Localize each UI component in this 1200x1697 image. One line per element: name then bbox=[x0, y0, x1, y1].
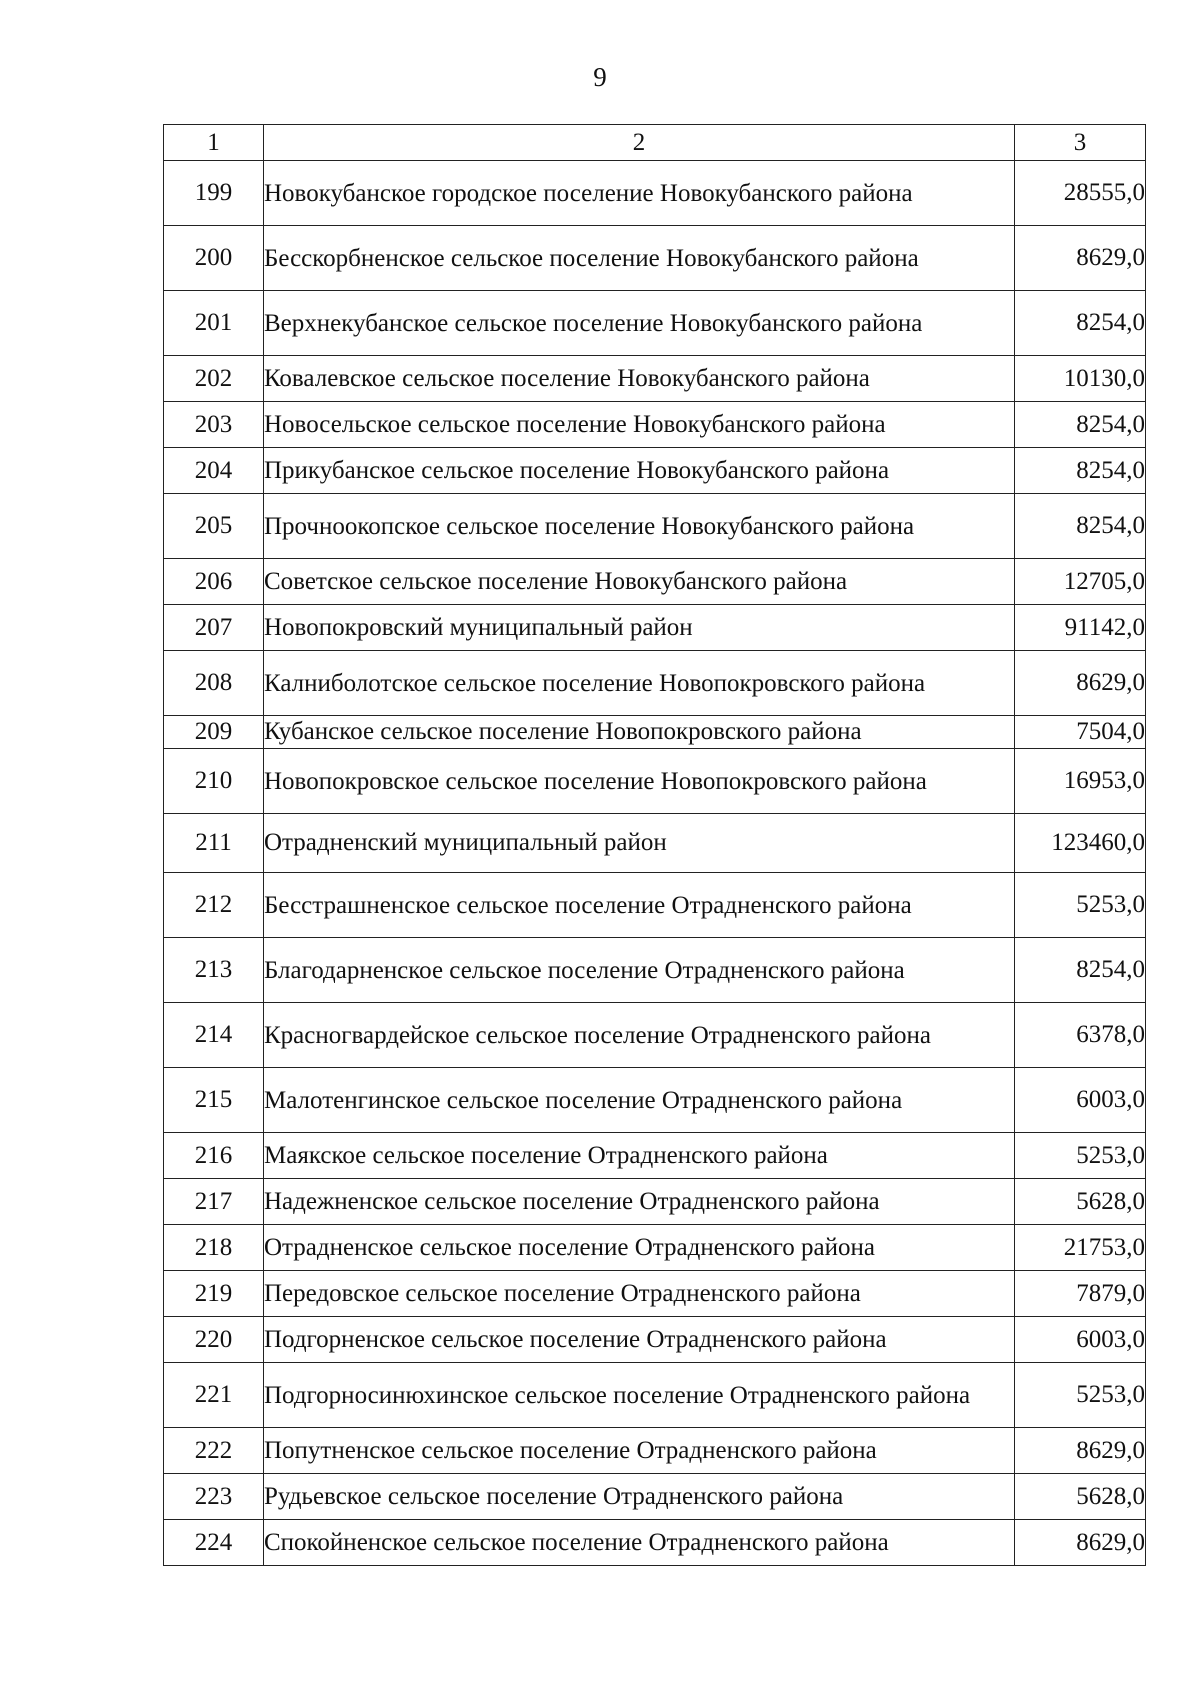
table-row bbox=[164, 1068, 1146, 1133]
row-number: 214 bbox=[164, 1003, 264, 1068]
table-row bbox=[164, 1474, 1146, 1520]
table-row bbox=[164, 161, 1146, 226]
row-number: 199 bbox=[164, 161, 264, 226]
row-number: 203 bbox=[164, 402, 264, 448]
settlement-name: Спокойненское сельское поселение Отрадненского района bbox=[264, 1520, 1015, 1566]
table-row bbox=[164, 448, 1146, 494]
row-value: 6378,0 bbox=[1015, 1003, 1146, 1068]
row-number: 212 bbox=[164, 873, 264, 938]
row-value: 91142,0 bbox=[1015, 605, 1146, 651]
settlement-name: Бесстрашненское сельское поселение Отрадненского района bbox=[264, 873, 1015, 938]
column-header-value: 3 bbox=[1015, 125, 1146, 161]
table-row bbox=[164, 938, 1146, 1003]
table-row bbox=[164, 1428, 1146, 1474]
settlement-name: Кубанское сельское поселение Новопокровского района bbox=[264, 716, 1015, 749]
row-value: 5628,0 bbox=[1015, 1474, 1146, 1520]
row-value: 8254,0 bbox=[1015, 291, 1146, 356]
row-number: 221 bbox=[164, 1363, 264, 1428]
row-value: 16953,0 bbox=[1015, 749, 1146, 814]
settlement-name: Калниболотское сельское поселение Новопокровского района bbox=[264, 651, 1015, 716]
row-value: 21753,0 bbox=[1015, 1225, 1146, 1271]
row-value: 5253,0 bbox=[1015, 873, 1146, 938]
row-number: 224 bbox=[164, 1520, 264, 1566]
table-row bbox=[164, 559, 1146, 605]
column-header-name: 2 bbox=[264, 125, 1015, 161]
settlement-name: Рудьевское сельское поселение Отрадненского района bbox=[264, 1474, 1015, 1520]
settlement-name: Попутненское сельское поселение Отрадненского района bbox=[264, 1428, 1015, 1474]
row-value: 8629,0 bbox=[1015, 651, 1146, 716]
column-header-number: 1 bbox=[164, 125, 264, 161]
row-number: 210 bbox=[164, 749, 264, 814]
settlement-name: Бесскорбненское сельское поселение Новокубанского района bbox=[264, 226, 1015, 291]
settlement-name: Подгорносинюхинское сельское поселение Отрадненского района bbox=[264, 1363, 1015, 1428]
row-number: 213 bbox=[164, 938, 264, 1003]
row-value: 5253,0 bbox=[1015, 1363, 1146, 1428]
settlement-name: Отрадненское сельское поселение Отрадненского района bbox=[264, 1225, 1015, 1271]
table-row bbox=[164, 1003, 1146, 1068]
table-row bbox=[164, 291, 1146, 356]
settlement-name: Советское сельское поселение Новокубанского района bbox=[264, 559, 1015, 605]
row-number: 204 bbox=[164, 448, 264, 494]
row-value: 28555,0 bbox=[1015, 161, 1146, 226]
settlement-name: Верхнекубанское сельское поселение Новокубанского района bbox=[264, 291, 1015, 356]
row-number: 223 bbox=[164, 1474, 264, 1520]
settlement-name: Новопокровский муниципальный район bbox=[264, 605, 1015, 651]
settlement-name: Передовское сельское поселение Отрадненского района bbox=[264, 1271, 1015, 1317]
row-number: 217 bbox=[164, 1179, 264, 1225]
row-value: 8254,0 bbox=[1015, 494, 1146, 559]
table-body bbox=[164, 161, 1146, 1566]
table-row bbox=[164, 1317, 1146, 1363]
table-row bbox=[164, 716, 1146, 749]
settlement-name: Ковалевское сельское поселение Новокубанского района bbox=[264, 356, 1015, 402]
row-value: 6003,0 bbox=[1015, 1068, 1146, 1133]
row-number: 216 bbox=[164, 1133, 264, 1179]
row-number: 201 bbox=[164, 291, 264, 356]
row-number: 215 bbox=[164, 1068, 264, 1133]
row-value: 5253,0 bbox=[1015, 1133, 1146, 1179]
row-value: 8629,0 bbox=[1015, 1520, 1146, 1566]
table-row bbox=[164, 1363, 1146, 1428]
row-number: 211 bbox=[164, 814, 264, 873]
settlement-name: Подгорненское сельское поселение Отрадненского района bbox=[264, 1317, 1015, 1363]
table-row bbox=[164, 1271, 1146, 1317]
table-row bbox=[164, 1520, 1146, 1566]
settlement-name: Новокубанское городское поселение Новокубанского района bbox=[264, 161, 1015, 226]
row-number: 200 bbox=[164, 226, 264, 291]
row-value: 6003,0 bbox=[1015, 1317, 1146, 1363]
settlement-name: Красногвардейское сельское поселение Отрадненского района bbox=[264, 1003, 1015, 1068]
settlement-name: Благодарненское сельское поселение Отрадненского района bbox=[264, 938, 1015, 1003]
settlement-name: Отрадненский муниципальный район bbox=[264, 814, 1015, 873]
settlement-name: Прикубанское сельское поселение Новокубанского района bbox=[264, 448, 1015, 494]
settlement-name: Маякское сельское поселение Отрадненского района bbox=[264, 1133, 1015, 1179]
table-row bbox=[164, 226, 1146, 291]
table-row bbox=[164, 814, 1146, 873]
row-number: 208 bbox=[164, 651, 264, 716]
row-value: 7879,0 bbox=[1015, 1271, 1146, 1317]
table-row bbox=[164, 605, 1146, 651]
settlement-name: Малотенгинское сельское поселение Отрадненского района bbox=[264, 1068, 1015, 1133]
row-number: 222 bbox=[164, 1428, 264, 1474]
row-value: 12705,0 bbox=[1015, 559, 1146, 605]
row-number: 219 bbox=[164, 1271, 264, 1317]
table-row bbox=[164, 651, 1146, 716]
settlement-name: Новопокровское сельское поселение Новопокровского района bbox=[264, 749, 1015, 814]
row-value: 8254,0 bbox=[1015, 448, 1146, 494]
row-value: 8254,0 bbox=[1015, 938, 1146, 1003]
row-number: 220 bbox=[164, 1317, 264, 1363]
row-number: 206 bbox=[164, 559, 264, 605]
row-value: 8254,0 bbox=[1015, 402, 1146, 448]
row-value: 7504,0 bbox=[1015, 716, 1146, 749]
table-row bbox=[164, 356, 1146, 402]
settlement-name: Надежненское сельское поселение Отрадненского района bbox=[264, 1179, 1015, 1225]
allocation-table bbox=[163, 124, 1146, 1566]
settlement-name: Прочноокопское сельское поселение Новокубанского района bbox=[264, 494, 1015, 559]
table-row bbox=[164, 1133, 1146, 1179]
table-row bbox=[164, 1225, 1146, 1271]
row-number: 218 bbox=[164, 1225, 264, 1271]
table-row bbox=[164, 402, 1146, 448]
table-header-row bbox=[164, 125, 1146, 161]
row-value: 10130,0 bbox=[1015, 356, 1146, 402]
table-row bbox=[164, 873, 1146, 938]
row-number: 205 bbox=[164, 494, 264, 559]
row-value: 8629,0 bbox=[1015, 226, 1146, 291]
table-row bbox=[164, 749, 1146, 814]
row-number: 207 bbox=[164, 605, 264, 651]
row-value: 8629,0 bbox=[1015, 1428, 1146, 1474]
row-number: 209 bbox=[164, 716, 264, 749]
row-number: 202 bbox=[164, 356, 264, 402]
row-value: 123460,0 bbox=[1015, 814, 1146, 873]
settlement-name: Новосельское сельское поселение Новокубанского района bbox=[264, 402, 1015, 448]
row-value: 5628,0 bbox=[1015, 1179, 1146, 1225]
table-row bbox=[164, 494, 1146, 559]
table-row bbox=[164, 1179, 1146, 1225]
page-number: 9 bbox=[593, 62, 607, 92]
